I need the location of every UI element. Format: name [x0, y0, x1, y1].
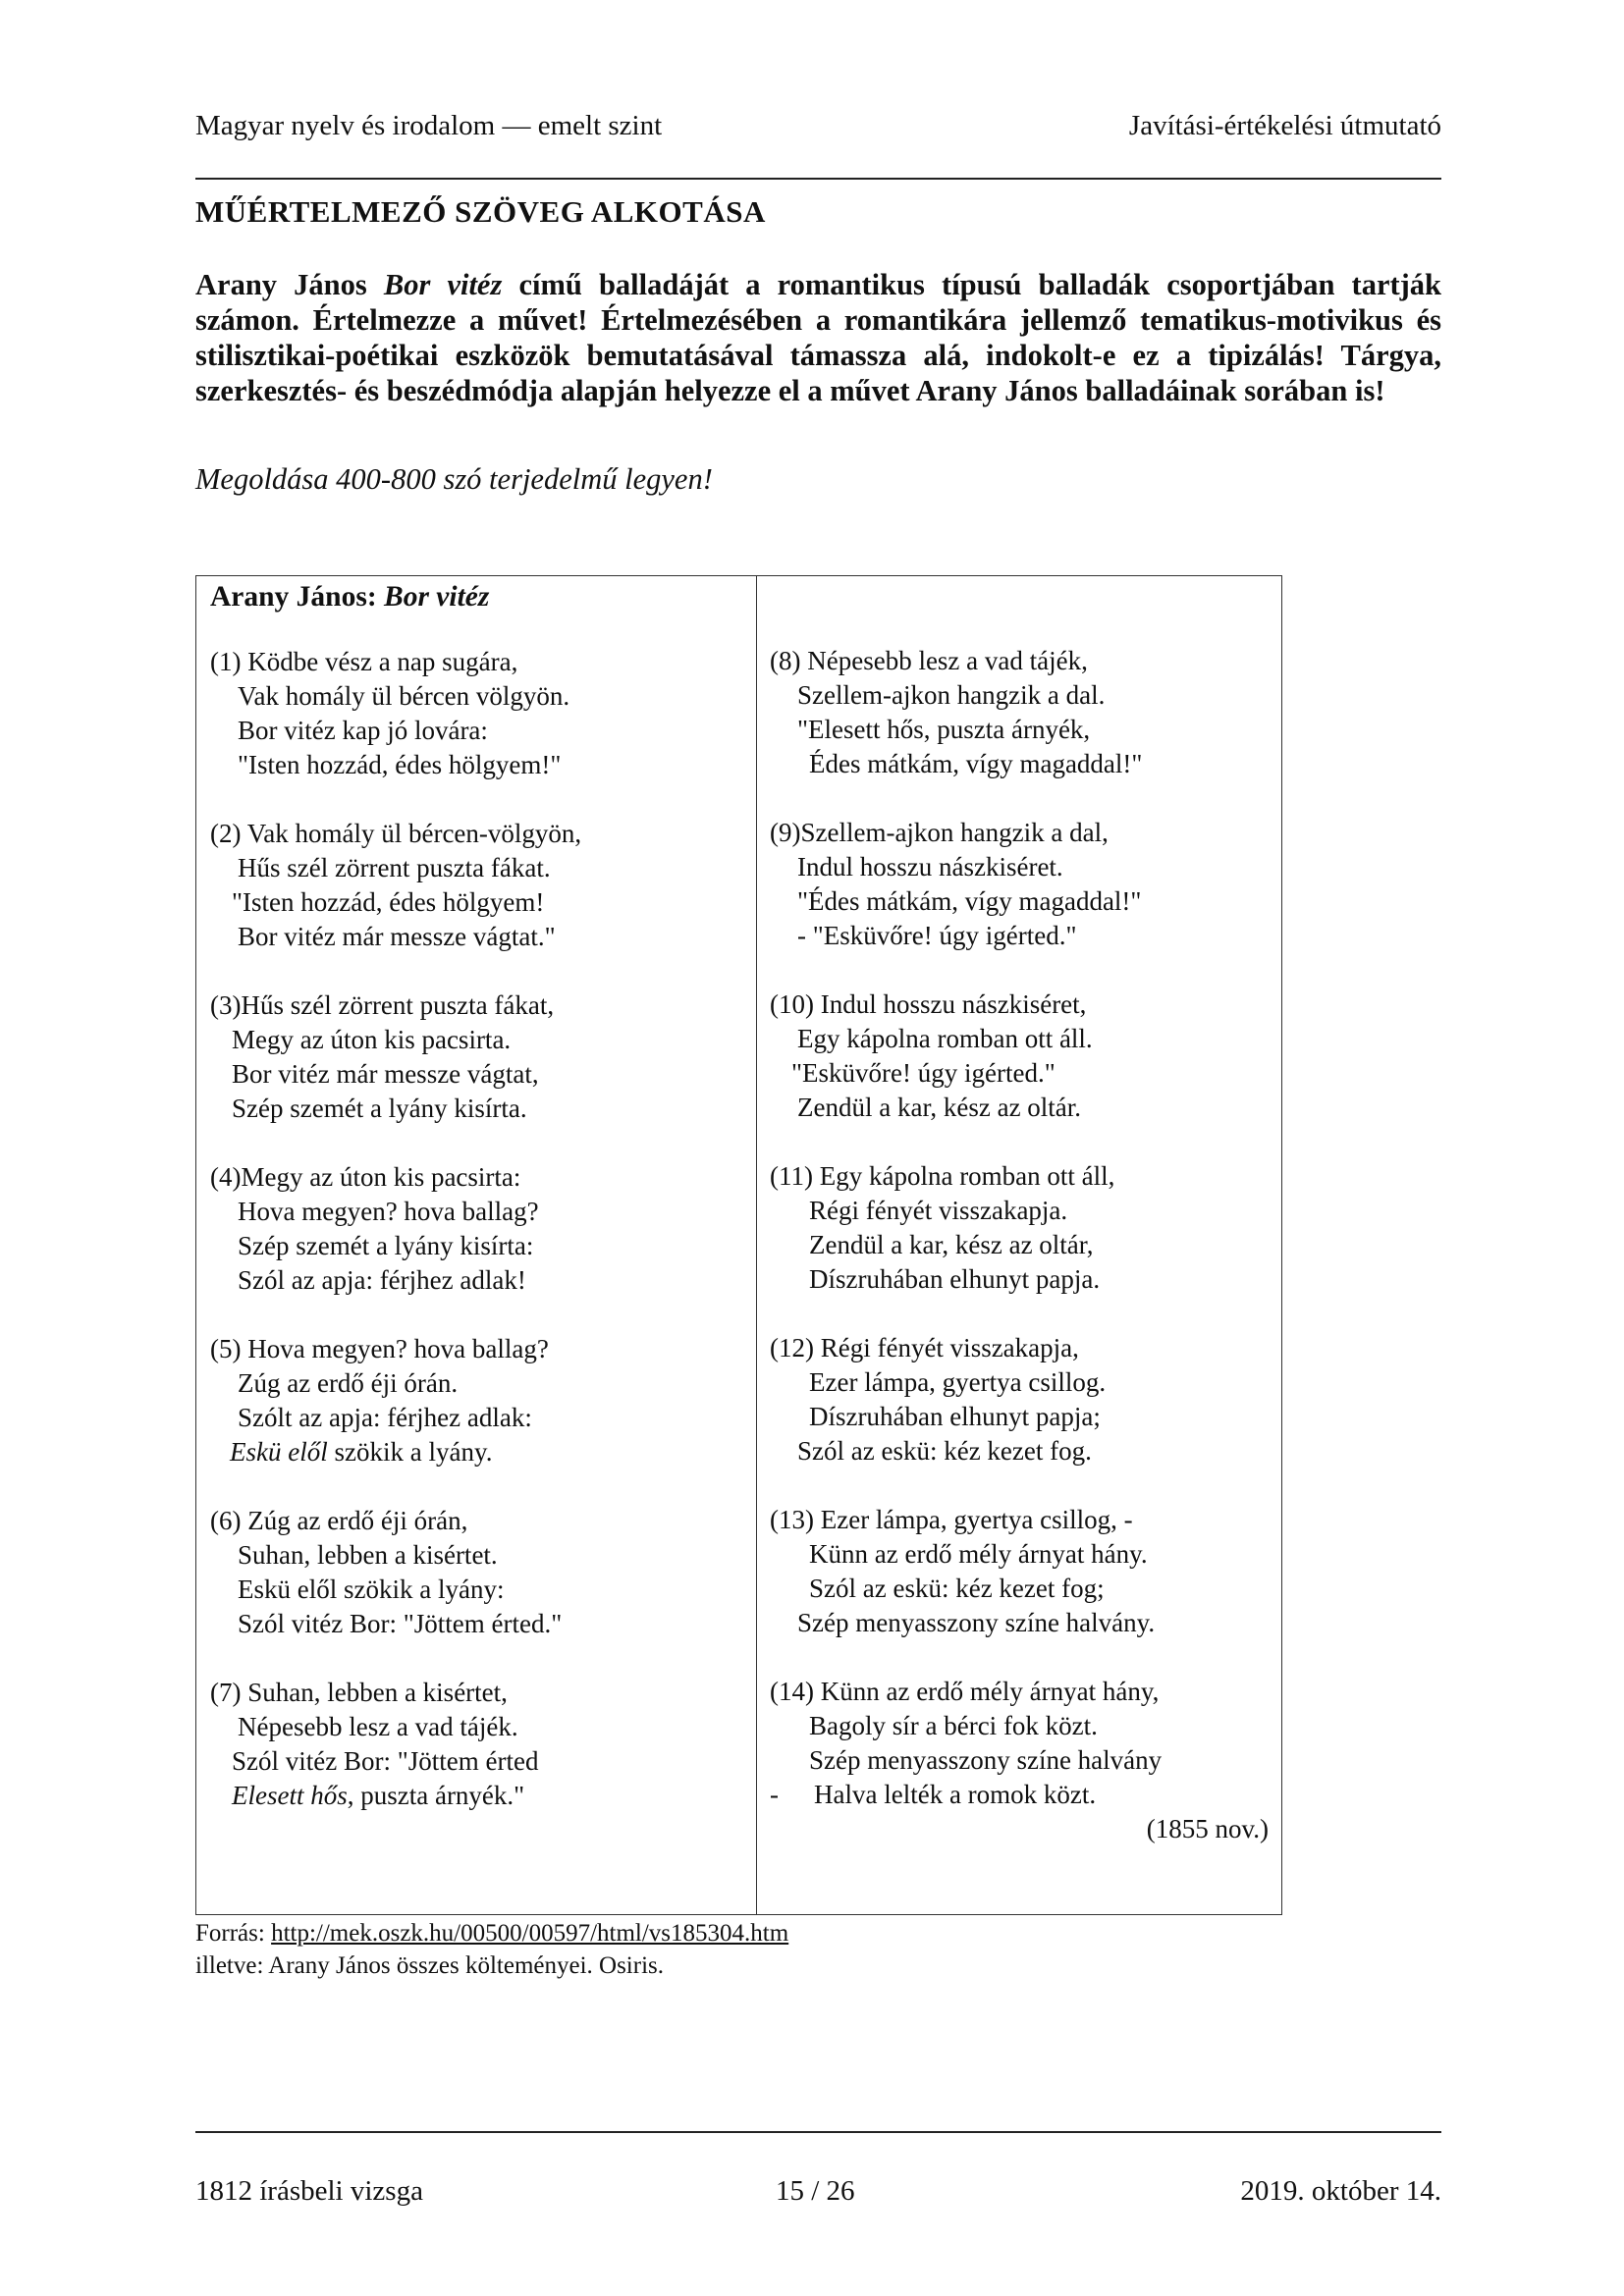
verse-line: - "Esküvőre! úgy igérted.": [797, 921, 1077, 950]
verse-line: Eskü elől szökik a lyány:: [238, 1575, 505, 1604]
stanza-13: [770, 1503, 1271, 1640]
verse-line: (4)Megy az úton kis pacsirta:: [210, 1162, 521, 1192]
verse-line: Díszruhában elhunyt papja;: [809, 1402, 1101, 1431]
verse-line: Ezer lámpa, gyertya csillog.: [809, 1367, 1107, 1397]
source-link[interactable]: http://mek.oszk.hu/00500/00597/html/vs185304.htm: [271, 1920, 789, 1947]
verse-line: Szól vitéz Bor: "Jöttem érted.": [238, 1609, 563, 1638]
verse-rest: , puszta árnyék.": [347, 1781, 525, 1810]
verse-line: (9)Szellem-ajkon hangzik a dal,: [770, 818, 1109, 847]
verse-line: Zendül a kar, kész az oltár.: [797, 1093, 1082, 1122]
verse-line: Künn az erdő mély árnyat hány.: [809, 1539, 1148, 1569]
verse-line: Bor vitéz már messze vágtat.": [238, 922, 556, 951]
verse-line: Szól vitéz Bor: "Jöttem érted: [232, 1746, 539, 1776]
section-title: MŰÉRTELMEZŐ SZÖVEG ALKOTÁSA: [195, 194, 766, 229]
verse-line: [210, 1435, 750, 1469]
verse-line: Bor vitéz már messze vágtat,: [232, 1059, 539, 1089]
verse-line: Szól az eskü: kéz kezet fog;: [809, 1574, 1105, 1603]
verse-italic: Elesett hős: [232, 1781, 348, 1810]
verse-line: Szól az eskü: kéz kezet fog.: [797, 1436, 1092, 1466]
poem-author: Arany János:: [210, 581, 385, 613]
stanza-10: [770, 988, 1271, 1125]
verse-line: (6) Zúg az erdő éji órán,: [210, 1506, 468, 1535]
stanza-6: [210, 1504, 750, 1641]
stanza-8: [770, 644, 1271, 781]
verse-line: Vak homály ül bércen völgyön.: [238, 681, 570, 711]
task-part1: Arany János: [195, 268, 384, 301]
task-poem-title: Bor vitéz: [383, 268, 503, 301]
stanza-4: [210, 1160, 750, 1298]
source-label: Forrás:: [195, 1920, 272, 1947]
verse-line: (3)Hűs szél zörrent puszta fákat,: [210, 990, 555, 1020]
verse-line: "Esküvőre! úgy igérted.": [791, 1058, 1056, 1088]
verse-line: Szép szemét a lyány kisírta.: [232, 1094, 527, 1123]
stanza-7: [210, 1676, 750, 1813]
verse-line: [770, 1778, 1271, 1812]
verse-line: Népesebb lesz a vad tájék.: [238, 1712, 518, 1741]
stanza-14: [770, 1675, 1271, 1846]
verse-line: Hűs szél zörrent puszta fákat.: [238, 853, 551, 882]
verse-line: (1) Ködbe vész a nap sugára,: [210, 647, 518, 676]
verse-line: Díszruhában elhunyt papja.: [809, 1264, 1101, 1294]
verse-rest: szökik a lyány.: [327, 1437, 493, 1467]
poem-box: [195, 575, 1282, 1915]
column-divider: [756, 576, 757, 1914]
verse-line: (5) Hova megyen? hova ballag?: [210, 1334, 549, 1363]
verse-line: Szép szemét a lyány kisírta:: [238, 1231, 534, 1260]
poem-title: [210, 580, 750, 614]
footer-date: 2019. október 14.: [1240, 2175, 1441, 2207]
source-note: [195, 1917, 788, 1982]
poem-title-text: Bor vitéz: [384, 581, 490, 613]
footer-rule: [195, 2131, 1441, 2133]
verse-line: (13) Ezer lámpa, gyertya csillog, -: [770, 1505, 1133, 1534]
verse-italic: Eskü elől: [230, 1437, 328, 1467]
stanza-9: [770, 816, 1271, 953]
length-hint: Megoldása 400-800 szó terjedelmű legyen!: [195, 462, 713, 496]
stanza-11: [770, 1159, 1271, 1297]
poem-left-column: [210, 576, 750, 1813]
verse-line: (7) Suhan, lebben a kisértet,: [210, 1678, 508, 1707]
verse-line: "Elesett hős, puszta árnyék,: [797, 715, 1091, 744]
verse-line: (14) Künn az erdő mély árnyat hány,: [770, 1677, 1160, 1706]
poem-right-column: [770, 576, 1271, 1846]
verse-dash: -: [770, 1780, 779, 1809]
footer-page-number: 15 / 26: [776, 2175, 855, 2207]
verse-line: Zendül a kar, kész az oltár,: [809, 1230, 1094, 1259]
task-text: [195, 267, 1441, 408]
header-guide-title: Javítási-értékelési útmutató: [1128, 110, 1441, 141]
footer-exam-code: 1812 írásbeli vizsga: [195, 2175, 423, 2207]
stanza-3: [210, 988, 750, 1126]
verse-line: Szólt az apja: férjhez adlak:: [238, 1403, 532, 1432]
verse-line: Megy az úton kis pacsirta.: [232, 1025, 512, 1054]
verse-line: Indul hosszu nászkiséret.: [797, 852, 1063, 881]
header-rule: [195, 178, 1441, 180]
verse-line: (2) Vak homály ül bércen-völgyön,: [210, 819, 582, 848]
stanza-1: [210, 645, 750, 782]
stanza-2: [210, 817, 750, 954]
verse-line: Szép menyasszony színe halvány.: [797, 1608, 1156, 1637]
header-exam-title: Magyar nyelv és irodalom — emelt szint: [195, 110, 663, 141]
verse-line: Bor vitéz kap jó lovára:: [238, 716, 488, 745]
verse-line: Suhan, lebben a kisértet.: [238, 1540, 498, 1570]
task-part2: című balladáját a romantikus típusú balladák csoportjában tartják számon. Értelmezze a művet! Értelmezésében a romantikára jellemző tematikus-motivikus és stilisztikai-poétikai eszközök bemutatásával támassza alá, indokolt-e ez a tipizálás! Tárgya, szerkesztés- és beszédmódja alapján helyezze el a művet Arany János balladáinak sorában is!: [195, 268, 1442, 407]
verse-line: (8) Népesebb lesz a vad tájék,: [770, 646, 1088, 675]
verse-line: Szép menyasszony színe halvány: [809, 1745, 1163, 1775]
stanza-12: [770, 1331, 1271, 1468]
verse-line: Hova megyen? hova ballag?: [238, 1197, 539, 1226]
stanza-5: [210, 1332, 750, 1469]
verse-line: (10) Indul hosszu nászkiséret,: [770, 989, 1087, 1019]
verse-line: (11) Egy kápolna romban ott áll,: [770, 1161, 1115, 1191]
verse-line: Zúg az erdő éji órán.: [238, 1368, 459, 1398]
poem-date: (1855 nov.): [1146, 1814, 1269, 1843]
verse-line: Bagoly sír a bérci fok közt.: [809, 1711, 1098, 1740]
verse-rest: Halva lelték a romok közt.: [814, 1780, 1097, 1809]
verse-line: "Isten hozzád, édes hölgyem!": [238, 750, 562, 779]
verse-line: Szellem-ajkon hangzik a dal.: [797, 680, 1106, 710]
verse-line: "Édes mátkám, vígy magaddal!": [797, 886, 1142, 916]
source-line-2: illetve: Arany János összes költeményei. Osiris.: [195, 1952, 665, 1979]
verse-line: [210, 1779, 750, 1813]
verse-line: Édes mátkám, vígy magaddal!": [809, 749, 1143, 778]
verse-line: Szól az apja: férjhez adlak!: [238, 1265, 526, 1295]
verse-line: (12) Régi fényét visszakapja,: [770, 1333, 1079, 1362]
source-line-1: [195, 1917, 788, 1949]
verse-line: Régi fényét visszakapja.: [809, 1196, 1068, 1225]
verse-line: "Isten hozzád, édes hölgyem!: [232, 887, 545, 917]
verse-line: Egy kápolna romban ott áll.: [797, 1024, 1093, 1053]
